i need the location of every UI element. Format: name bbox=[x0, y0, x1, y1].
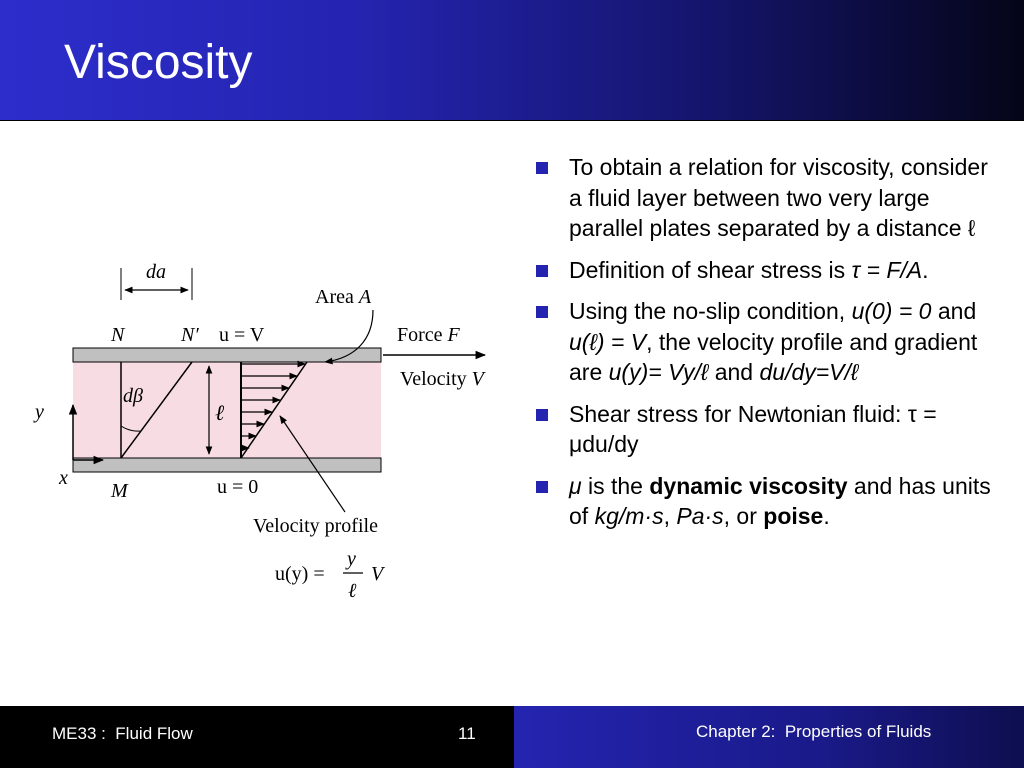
n-prime-label: N′ bbox=[181, 324, 199, 346]
formula-lhs: u(y) = bbox=[275, 563, 325, 585]
unit-kg-m-s: kg/m·s bbox=[594, 503, 664, 529]
velocity-label: Velocity V bbox=[400, 368, 484, 390]
bullet-item-newtonian bbox=[534, 399, 994, 460]
x-axis-label: x bbox=[59, 467, 68, 489]
bullet-item-shear-definition bbox=[534, 255, 994, 286]
footer-chapter: Chapter 2: Properties of Fluids bbox=[696, 722, 932, 741]
bullet-text: and has units of bbox=[569, 472, 991, 529]
shear-formula: τ = F/A bbox=[851, 256, 923, 283]
bullet-item-no-slip bbox=[534, 296, 994, 388]
bullet-text: Definition of shear stress is bbox=[569, 256, 852, 283]
bullet-item-relation bbox=[534, 152, 994, 244]
velocity-profile-formula: u(y)= Vy/ℓ bbox=[608, 359, 709, 385]
bullet-item-dynamic-viscosity bbox=[534, 471, 994, 532]
formula-denominator: ℓ bbox=[348, 580, 357, 602]
velocity-profile-label: Velocity profile bbox=[253, 515, 378, 537]
bullet-text: . bbox=[922, 256, 929, 283]
mu-symbol: μ bbox=[569, 472, 582, 499]
bullet-marker bbox=[536, 409, 548, 421]
viscosity-diagram bbox=[25, 250, 525, 610]
bullet-marker bbox=[536, 162, 548, 174]
bullet-text: is the bbox=[581, 472, 650, 499]
boundary-condition-l: u(ℓ) = V bbox=[569, 328, 647, 355]
fluid-layer bbox=[73, 362, 381, 458]
u-eq-v-label: u = V bbox=[219, 324, 265, 346]
dynamic-viscosity-term: dynamic viscosity bbox=[649, 472, 848, 499]
bullet-text: and bbox=[708, 359, 760, 385]
bullet-marker bbox=[536, 306, 548, 318]
d-beta-label: dβ bbox=[123, 385, 143, 407]
bullet-text: , bbox=[663, 503, 677, 529]
bullet-text: To obtain a relation for viscosity, consider a fluid layer between two very large parallel plates separated by a distance ℓ bbox=[569, 154, 988, 241]
bullet-text: , or bbox=[723, 503, 764, 529]
bullet-text: and bbox=[931, 298, 977, 324]
gradient-formula: du/dy=V/ℓ bbox=[759, 359, 859, 385]
bullet-text: . bbox=[823, 503, 830, 529]
n-label: N bbox=[111, 324, 125, 346]
force-label: Force F bbox=[397, 324, 460, 346]
formula-rhs: V bbox=[371, 563, 384, 585]
footer-course: ME33 : Fluid Flow bbox=[52, 724, 193, 743]
title-bar bbox=[0, 0, 1024, 121]
bullet-list bbox=[534, 152, 994, 543]
footer-slide-number: 11 bbox=[458, 724, 476, 743]
da-label: da bbox=[146, 261, 166, 283]
bottom-plate bbox=[73, 458, 381, 472]
bullet-marker bbox=[536, 265, 548, 277]
y-axis-label: y bbox=[35, 401, 44, 423]
m-label: M bbox=[111, 480, 128, 502]
boundary-condition-0: u(0) = 0 bbox=[851, 298, 932, 324]
ell-label: ℓ bbox=[215, 400, 225, 425]
bullet-text: Using the no-slip condition, bbox=[569, 298, 852, 324]
unit-poise: poise bbox=[763, 503, 824, 529]
formula-numerator: y bbox=[347, 548, 356, 570]
area-label: Area A bbox=[315, 286, 372, 308]
bullet-text: , the velocity profile and gradient are bbox=[569, 328, 978, 385]
bullet-text: Shear stress for Newtonian fluid: τ = μdu/dy bbox=[569, 400, 937, 457]
u-eq-0-label: u = 0 bbox=[217, 476, 259, 498]
unit-pa-s: Pa·s bbox=[676, 503, 724, 529]
slide-title: Viscosity bbox=[64, 36, 253, 89]
bullet-marker bbox=[536, 481, 548, 493]
